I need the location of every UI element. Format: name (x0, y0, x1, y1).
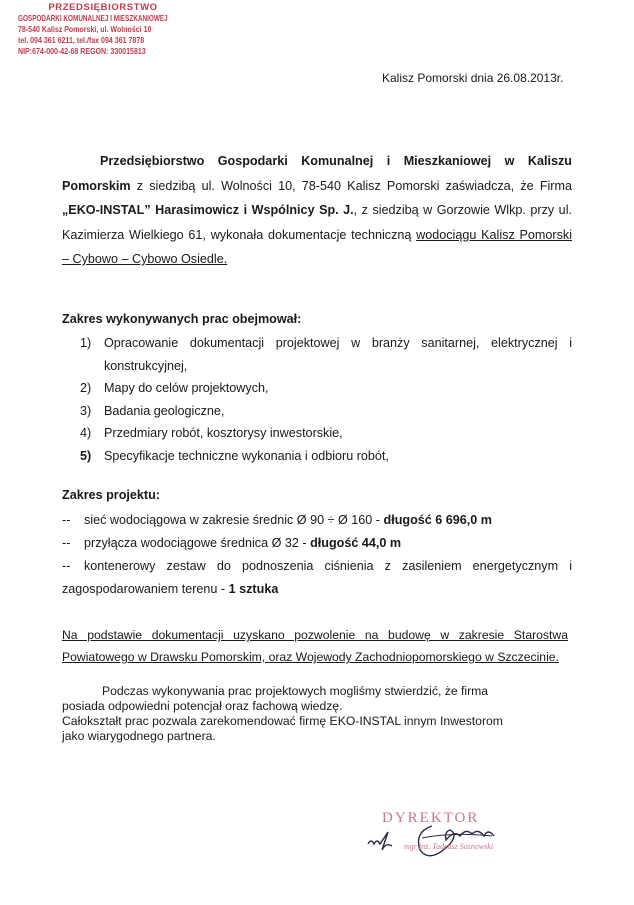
list-item (62, 509, 572, 532)
list-bold: długość 6 696,0 m (383, 513, 493, 527)
stamp-line-2: GOSPODARKI KOMUNALNEJ I MIESZKANIOWEJ (18, 14, 168, 23)
intro-organization: Przedsiębiorstwo Gospodarki Komunalnej i Mieszkaniowej w Kaliszu Pomorskim (62, 154, 572, 193)
list-text: przyłącza wodociągowe średnica Ø 32 - (84, 536, 311, 550)
list-item (80, 377, 572, 400)
closing-line (62, 684, 562, 699)
list-number: 4) (80, 426, 92, 440)
closing-line-4: jako wiarygodnego partnera. (62, 729, 216, 743)
closing-line-1: Podczas wykonywania prac projektowych mogliśmy stwierdzić, że firma (102, 684, 489, 698)
list-dash: -- (62, 513, 71, 527)
company-stamp (18, 2, 188, 57)
list-item (80, 422, 572, 445)
works-list (80, 332, 572, 467)
list-number: 3) (80, 403, 92, 418)
list-item (80, 445, 572, 468)
signature-name: mgr inż. Tadeusz Sosnowski (404, 842, 494, 851)
stamp-line-3: 78-540 Kalisz Pomorski, ul. Wolności 10 (18, 24, 152, 34)
project-list (62, 509, 572, 601)
works-heading: Zakres wykonywanych prac obejmował: (62, 312, 302, 326)
list-text: kontenerowy zestaw do podnoszenia ciśnienia z zasileniem energetycznym i zagospodarowaniem terenu - (62, 559, 572, 596)
list-number: 1) (80, 336, 92, 350)
project-heading: Zakres projektu: (62, 488, 160, 502)
list-dash: -- (62, 559, 71, 573)
signature-title: DYREKTOR (382, 810, 480, 826)
closing-paragraph (62, 684, 562, 744)
intro-paragraph (62, 149, 572, 272)
permit-paragraph: Na podstawie dokumentacji uzyskano pozwolenie na budowę w zakresie Starostwa Powiatowego w Drawsku Pomorskim, oraz Wojewody Zachodniopomorskiego w Szczecinie. (62, 628, 568, 664)
list-text: Mapy do celów projektowych, (104, 381, 269, 395)
list-bold: 1 sztuka (228, 582, 279, 596)
list-item (62, 532, 572, 555)
closing-line-3: Całokształt prac pozwala zarekomendować firmę EKO-INSTAL innym Inwestorom (62, 714, 503, 728)
list-text: Badania geologiczne, (104, 403, 225, 418)
closing-line-2: posiada odpowiedni potencjał oraz fachową wiedzę. (62, 699, 343, 713)
list-text: sieć wodociągowa w zakresie średnic Ø 90 ÷ Ø 160 - (84, 513, 384, 527)
list-text: Opracowanie dokumentacji projektowej w branży sanitarnej, elektrycznej i konstrukcyjnej, (104, 336, 572, 373)
list-item (80, 400, 572, 423)
intro-project: wodociągu Kalisz Pomorski – Cybowo – Cybowo Osiedle. (62, 227, 572, 266)
stamp-line-4: tel. 094 361 6211, tel./fax 094 361 7878 (18, 35, 145, 45)
list-number: 5) (80, 448, 92, 463)
list-item (80, 332, 572, 377)
list-item (62, 555, 572, 601)
list-text: Przedmiary robót, kosztorysy inwestorskie, (104, 426, 343, 440)
list-dash: -- (62, 536, 71, 550)
intro-firm: „EKO-INSTAL” Harasimowicz i Wspólnicy Sp. J. (62, 203, 354, 217)
list-text: Specyfikacje techniczne wykonania i odbioru robót, (104, 448, 389, 463)
stamp-line-5: NIP:674-000-42-68 REGON: 330015813 (18, 46, 146, 56)
stamp-line-1: PRZEDSIĘBIORSTWO (48, 2, 158, 13)
intro-text-1: z siedzibą ul. Wolności 10, 78-540 Kalisz Pomorski zaświadcza, że Firma (130, 178, 572, 193)
list-number: 2) (80, 381, 92, 395)
intro-text-2: , z siedzibą w Gorzowie Wlkp. przy ul. Kazimierza Wielkiego 61, wykonała dokumentacje techniczną (62, 203, 572, 242)
document-date: Kalisz Pomorski dnia 26.08.2013r. (382, 71, 564, 85)
list-bold: długość 44,0 m (310, 536, 402, 550)
